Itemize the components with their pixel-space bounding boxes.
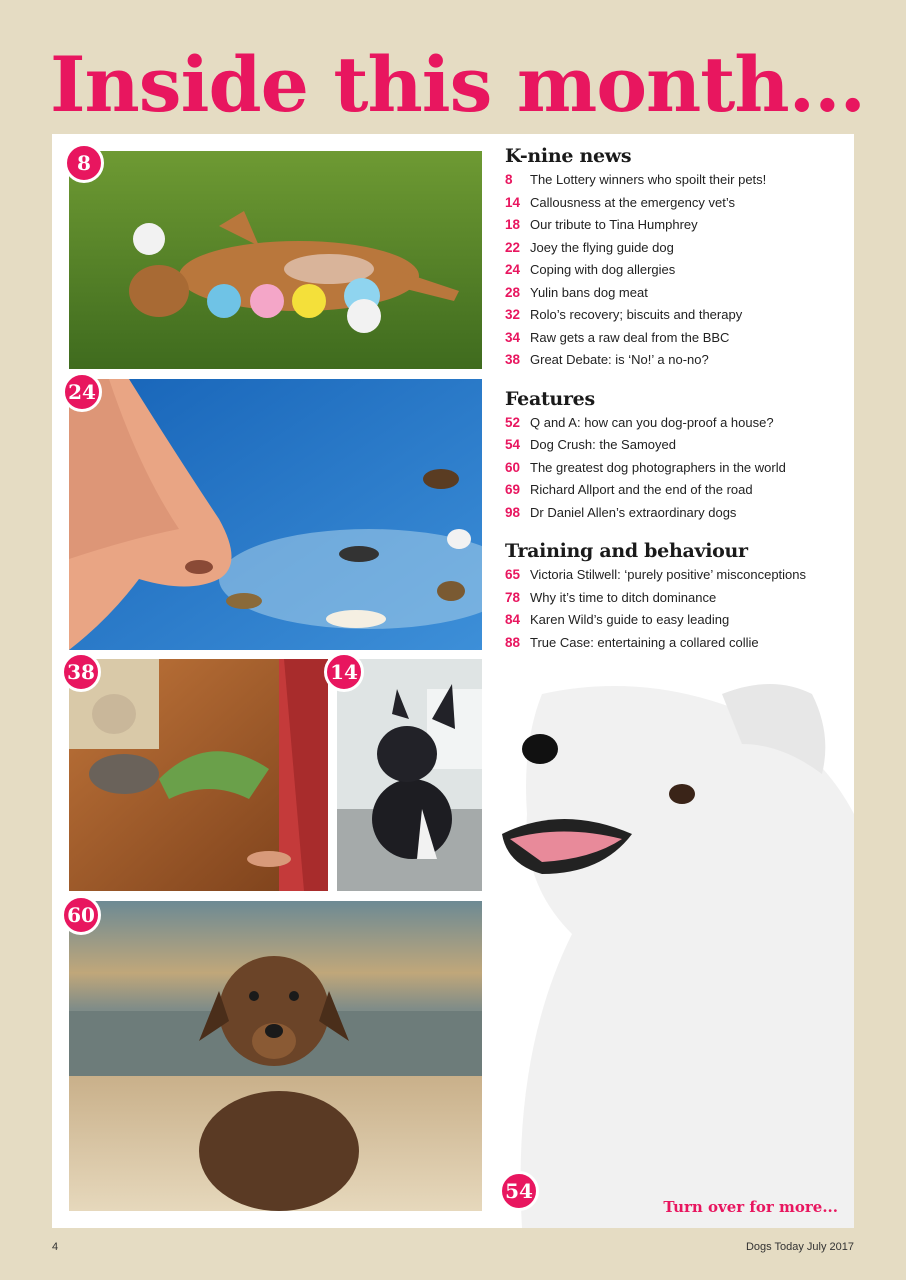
debate-dogs-photo[interactable]	[69, 659, 328, 891]
contents-entry[interactable]	[505, 457, 850, 480]
page-number: 14	[505, 194, 521, 210]
entry-text: Raw gets a raw deal from the BBC	[530, 329, 730, 345]
section-title: K-nine news	[505, 145, 632, 167]
page-headline: Inside this month...	[50, 40, 865, 129]
entry-text: Rolo’s recovery; biscuits and therapy	[530, 307, 743, 322]
page-number: 88	[505, 634, 521, 650]
lottery-dog-photo[interactable]	[69, 151, 482, 369]
entry-text: Coping with dog allergies	[530, 262, 676, 277]
page-number: 54	[505, 437, 521, 452]
badge-vet-photo: 14	[324, 652, 364, 692]
turn-over-link[interactable]: Turn over for more...	[663, 1198, 838, 1216]
contents-entry[interactable]	[505, 632, 850, 655]
contents-entry[interactable]	[505, 169, 850, 192]
entry-text: Our tribute to Tina Humphrey	[530, 217, 698, 232]
entry-text: True Case: entertaining a collared collie	[530, 634, 759, 650]
section-title: Features	[505, 387, 595, 410]
entry-text: Great Debate: is ‘No!’ a no-no?	[530, 352, 709, 367]
contents-entry[interactable]	[505, 479, 850, 502]
contents-entry[interactable]	[505, 412, 850, 435]
page-number: 52	[505, 414, 521, 430]
entry-text: Dog Crush: the Samoyed	[530, 437, 676, 452]
contents-entry[interactable]	[505, 259, 850, 282]
contents-entry[interactable]	[505, 434, 850, 457]
section-training-behaviour	[505, 540, 850, 654]
contents-entry[interactable]	[505, 214, 850, 237]
page-number: 34	[505, 329, 521, 345]
page-number: 38	[505, 352, 521, 367]
page-number: 18	[505, 217, 521, 232]
entry-text: Karen Wild’s guide to easy leading	[530, 612, 730, 627]
page-number: 84	[505, 612, 521, 627]
entry-text: Victoria Stilwell: ‘purely positive’ misconceptions	[530, 567, 807, 582]
entry-text: Callousness at the emergency vet’s	[530, 194, 735, 210]
entry-text: The greatest dog photographers in the world	[530, 459, 786, 475]
beach-dog-photo[interactable]	[69, 901, 482, 1211]
contents-entry[interactable]	[505, 282, 850, 305]
footer-page-number: 4	[52, 1241, 59, 1253]
entry-text: Why it’s time to ditch dominance	[530, 589, 717, 605]
page-number: 8	[505, 172, 513, 187]
vet-bulldog-photo[interactable]	[337, 659, 482, 891]
page-number: 28	[505, 284, 521, 300]
entry-text: Q and A: how can you dog-proof a house?	[530, 414, 774, 430]
page-number: 65	[505, 567, 521, 582]
badge-lottery-photo: 8	[64, 143, 104, 183]
badge-samoyed-photo: 54	[499, 1171, 539, 1211]
entry-text: The Lottery winners who spoilt their pets!	[530, 172, 767, 187]
section-features	[505, 388, 850, 525]
contents-entry[interactable]	[505, 587, 850, 610]
contents-entry[interactable]	[505, 502, 850, 525]
footer-issue: Dogs Today July 2017	[745, 1241, 854, 1253]
page-number: 69	[505, 482, 521, 497]
entry-text: Joey the flying guide dog	[530, 239, 674, 255]
entry-text: Richard Allport and the end of the road	[530, 482, 753, 497]
contents-entry[interactable]	[505, 304, 850, 327]
badge-allergy-photo: 24	[62, 372, 102, 412]
contents-entry[interactable]	[505, 237, 850, 260]
contents-entry[interactable]	[505, 327, 850, 350]
section-k-nine-news	[505, 145, 850, 372]
page-number: 32	[505, 307, 521, 322]
allergy-nose-photo[interactable]	[69, 379, 482, 650]
contents-entry[interactable]	[505, 349, 850, 372]
contents-list	[505, 145, 850, 670]
badge-beach-photo: 60	[61, 895, 101, 935]
section-title: Training and behaviour	[505, 540, 748, 562]
entry-text: Yulin bans dog meat	[530, 284, 648, 300]
badge-debate-photo: 38	[61, 652, 101, 692]
page-number: 98	[505, 504, 521, 520]
page-number: 78	[505, 589, 521, 605]
contents-entry[interactable]	[505, 564, 850, 587]
entry-text: Dr Daniel Allen’s extraordinary dogs	[530, 504, 737, 520]
contents-entry[interactable]	[505, 192, 850, 215]
page-number: 60	[505, 459, 521, 475]
page-number: 24	[505, 262, 521, 277]
page-number: 22	[505, 239, 521, 255]
samoyed-photo[interactable]	[482, 634, 854, 1228]
contents-entry[interactable]	[505, 609, 850, 632]
